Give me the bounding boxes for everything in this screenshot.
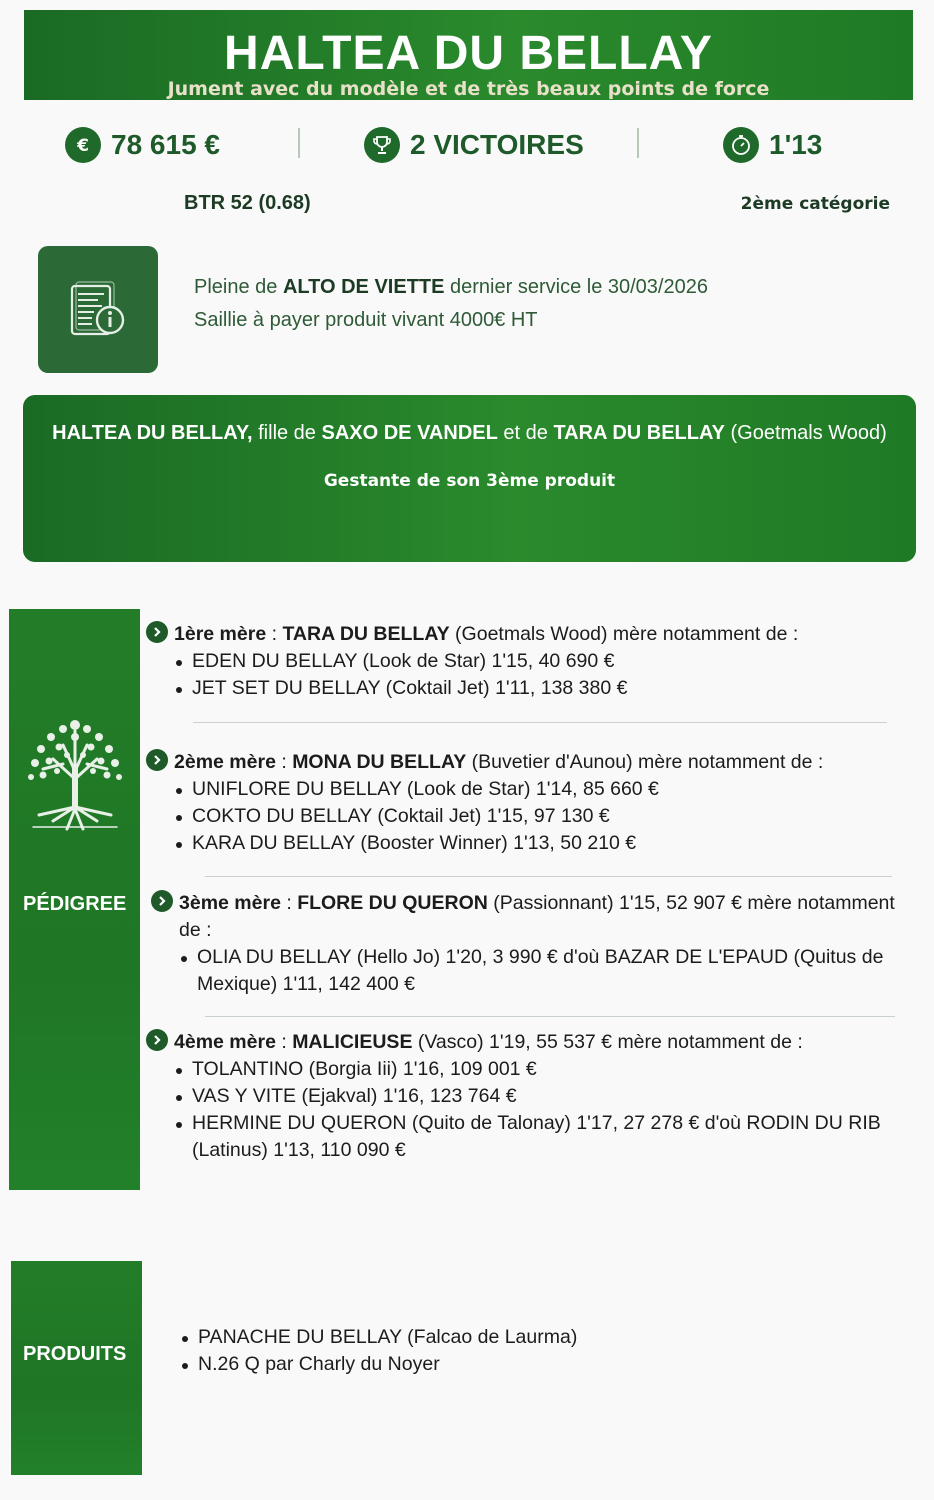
gestation-status: Gestante de son 3ème produit: [323, 471, 616, 491]
category: 2ème catégorie: [740, 194, 890, 214]
list-item: VAS Y VITE (Ejakval) 1'16, 123 764 €: [174, 1083, 906, 1110]
list-item: KARA DU BELLAY (Booster Winner) 1'13, 50 210 €: [174, 830, 906, 857]
offspring-list: [174, 1056, 906, 1164]
produits-list: [180, 1324, 577, 1378]
chevron-right-icon: [146, 749, 168, 771]
list-item: OLIA DU BELLAY (Hello Jo) 1'20, 3 990 € d'où BAZAR DE L'EPAUD (Quitus de Mexique) 1'11, 142 400 €: [179, 944, 906, 998]
produits-sidebar: [11, 1261, 142, 1475]
list-item: UNIFLORE DU BELLAY (Look de Star) 1'14, 85 660 €: [174, 776, 906, 803]
trophy-icon: [364, 127, 400, 163]
list-item: TOLANTINO (Borgia Iii) 1'16, 109 001 €: [174, 1056, 906, 1083]
section-divider: [205, 1016, 895, 1017]
header-banner: [24, 10, 913, 100]
victoires-value: 2 VICTOIRES: [410, 129, 584, 160]
info-line-pleine: Pleine de ALTO DE VIETTE dernier service le 30/03/2026: [194, 276, 708, 298]
horse-subtitle: Jument avec du modèle et de très beaux points de force: [167, 78, 770, 100]
pedigree-sidebar: [9, 609, 140, 1190]
offspring-list: [174, 776, 906, 857]
list-item: N.26 Q par Charly du Noyer: [180, 1351, 577, 1378]
svg-text:€: €: [77, 136, 89, 156]
section-divider: [193, 722, 887, 723]
list-item: JET SET DU BELLAY (Coktail Jet) 1'11, 138 380 €: [174, 675, 906, 702]
list-item: EDEN DU BELLAY (Look de Star) 1'15, 40 690 €: [174, 648, 906, 675]
gains-value: 78 615 €: [111, 129, 220, 160]
chevron-right-icon: [146, 1029, 168, 1051]
document-info-icon: [66, 280, 130, 340]
pedigree-mere-3: 3ème mère : FLORE DU QUERON (Passionnant) 1'15, 52 907 € mère notamment de : OLIA DU BELLAY (Hello Jo) 1'20, 3 990 € d'où BAZAR DE L'EPAUD (Quitus de Mexique) 1'11, 142 400 €: [151, 890, 906, 998]
chevron-right-icon: [151, 890, 173, 912]
btr-rating: BTR 52 (0.68): [184, 192, 311, 214]
list-item: HERMINE DU QUERON (Quito de Talonay) 1'17, 27 278 € d'où RODIN DU RIB (Latinus) 1'13, 110 090 €: [174, 1110, 906, 1164]
parentage-banner: [23, 395, 916, 562]
offspring-list: [174, 648, 906, 702]
list-item: COKTO DU BELLAY (Coktail Jet) 1'15, 97 130 €: [174, 803, 906, 830]
euro-icon: [65, 127, 101, 163]
offspring-list: [179, 944, 906, 998]
stallion-name: ALTO DE VIETTE: [282, 276, 445, 298]
pedigree-label: PÉDIGREE: [23, 893, 127, 915]
chevron-right-icon: [146, 621, 168, 643]
pedigree-mere-2: 2ème mère : MONA DU BELLAY (Buvetier d'Aunou) mère notamment de : UNIFLORE DU BELLAY (Look de Star) 1'14, 85 660 € COKTO DU BELLAY (Coktail Jet) 1'15, 97 130 € KARA DU BELLAY (Booster Winner) 1'13, 50 210 €: [146, 749, 906, 857]
stat-divider: [637, 128, 639, 158]
stat-divider: [298, 128, 300, 158]
list-item: PANACHE DU BELLAY (Falcao de Laurma): [180, 1324, 577, 1351]
stopwatch-icon: [723, 127, 759, 163]
section-divider: [205, 876, 892, 877]
info-line-saillie: Saillie à payer produit vivant 4000€ HT: [194, 309, 538, 331]
tree-icon: [23, 709, 127, 833]
pedigree-mere-1: 1ère mère : TARA DU BELLAY (Goetmals Wood) mère notamment de : EDEN DU BELLAY (Look de Star) 1'15, 40 690 € JET SET DU BELLAY (Coktail Jet) 1'11, 138 380 €: [146, 621, 906, 702]
produits-label: PRODUITS: [23, 1343, 127, 1365]
stat-record: [723, 124, 822, 166]
parentage-line: HALTEA DU BELLAY, fille de SAXO DE VANDEL et de TARA DU BELLAY (Goetmals Wood): [52, 422, 887, 444]
info-panel-icon: [38, 246, 158, 373]
stat-victoires: [364, 124, 584, 166]
horse-title: HALTEA DU BELLAY: [224, 27, 713, 80]
stat-gains: [65, 124, 220, 166]
pedigree-mere-4: 4ème mère : MALICIEUSE (Vasco) 1'19, 55 537 € mère notamment de : TOLANTINO (Borgia Iii) 1'16, 109 001 € VAS Y VITE (Ejakval) 1'16, 123 764 € HERMINE DU QUERON (Quito de Talonay) 1'17, 27 278 € d'où RODIN DU RIB (Latinus) 1'13, 110 090 €: [146, 1029, 906, 1164]
record-value: 1'13: [769, 129, 823, 160]
